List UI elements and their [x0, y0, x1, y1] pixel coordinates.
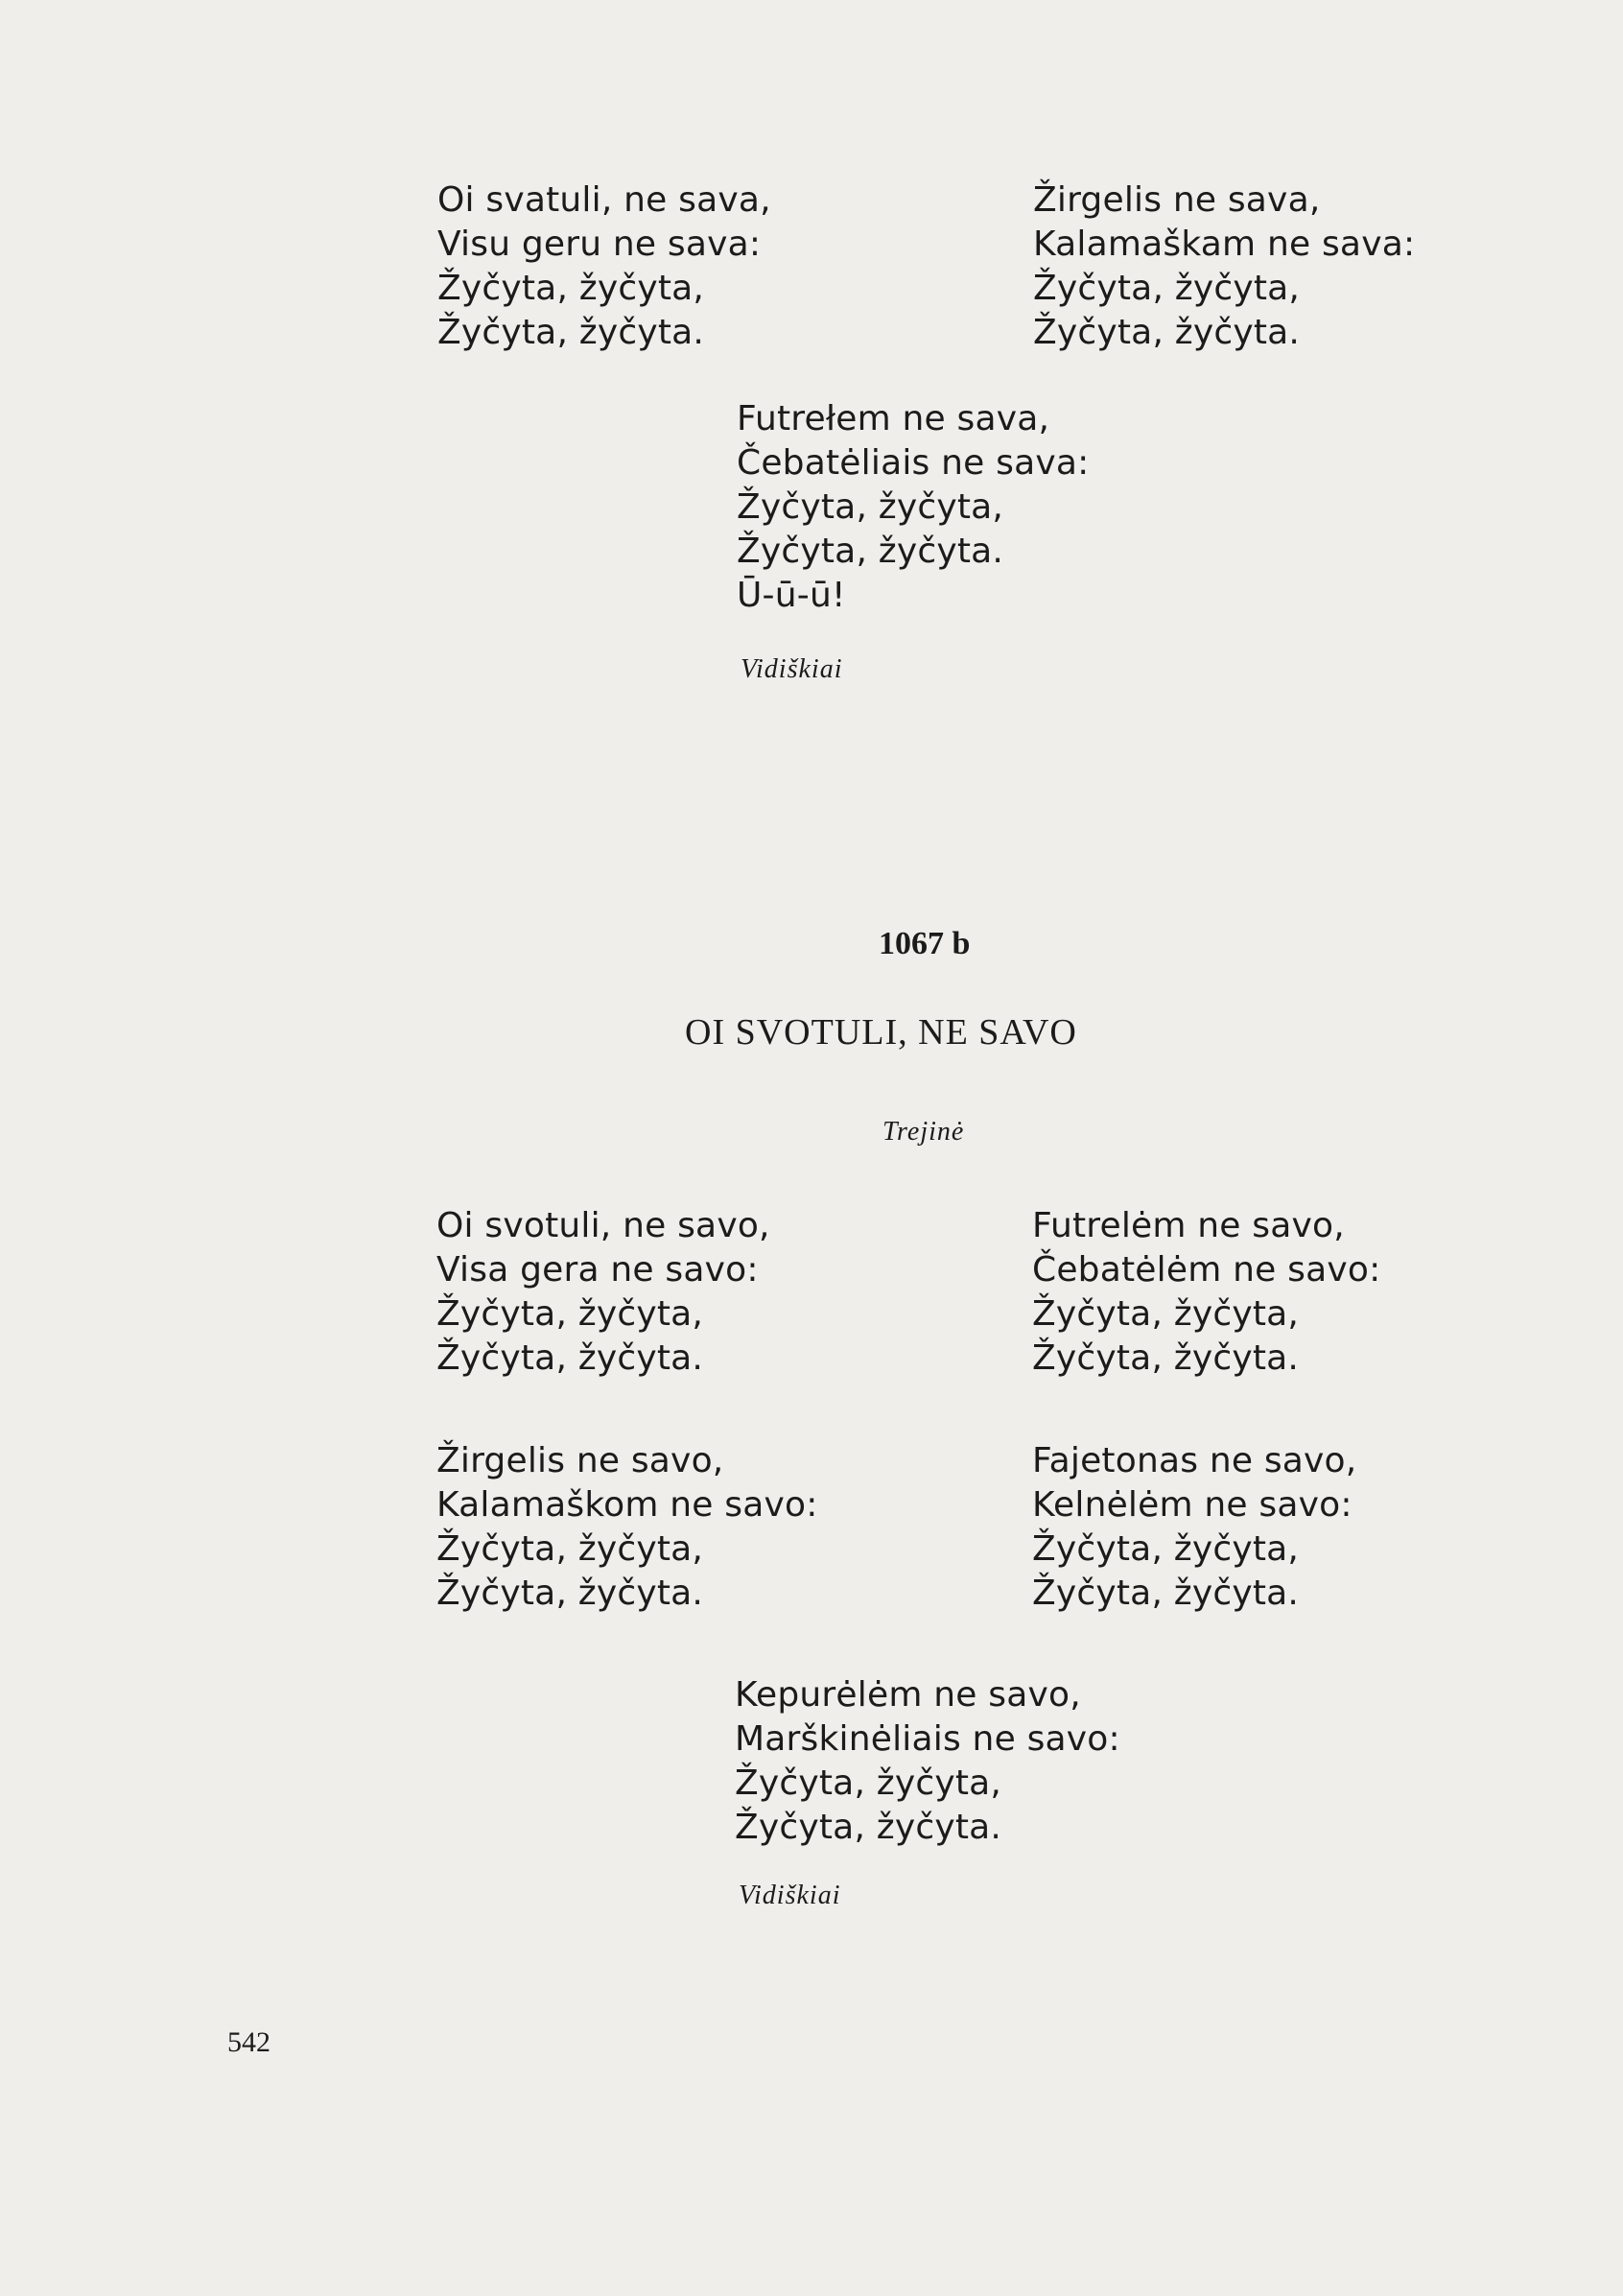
verse-line: Kelnėlėm ne savo: — [1032, 1485, 1352, 1525]
verse-line: Čebatėlėm ne savo: — [1032, 1250, 1381, 1290]
verse-line: Visu geru ne sava: — [437, 225, 762, 264]
verse-line: Žyčyta, žyčyta, — [737, 487, 1004, 527]
stanza-1-left — [436, 1204, 770, 1381]
verse-line: Žyčyta, žyčyta, — [1033, 269, 1301, 308]
verse-line: Žirgelis ne savo, — [436, 1441, 724, 1480]
page-number: 542 — [227, 2026, 270, 2058]
verse-line: Žyčyta, žyčyta, — [436, 1294, 704, 1334]
stanza-3-center — [735, 1673, 1120, 1850]
verse-line: Žyčyta, žyčyta, — [1032, 1294, 1300, 1334]
verse-line: Oi svatuli, ne sava, — [437, 180, 771, 220]
verse-line: Žyčyta, žyčyta, — [1032, 1529, 1300, 1569]
verse-line: Visa gera ne savo: — [436, 1250, 759, 1290]
verse-line: Žyčyta, žyčyta, — [437, 269, 705, 308]
verse-line: Žyčyta, žyčyta. — [737, 532, 1004, 571]
verse-line: Žirgelis ne sava, — [1033, 180, 1321, 220]
verse-line: Futrełem ne sava, — [737, 399, 1050, 438]
verse-line: Futrelėm ne savo, — [1032, 1206, 1345, 1245]
top-center-stanza — [737, 397, 1089, 618]
verse-line: Žyčyta, žyčyta. — [436, 1338, 704, 1378]
verse-line: Ū-ū-ū! — [737, 576, 846, 615]
verse-line: Fajetonas ne savo, — [1032, 1441, 1357, 1480]
verse-line: Žyčyta, žyčyta. — [1033, 313, 1301, 352]
stanza-2-right — [1032, 1439, 1356, 1616]
song-title: OI SVOTULI, NE SAVO — [685, 1012, 1077, 1053]
verse-line: Žyčyta, žyčyta. — [1032, 1574, 1300, 1613]
verse-line: Oi svotuli, ne savo, — [436, 1206, 770, 1245]
stanza-2-left — [436, 1439, 818, 1616]
song-place-label: Vidiškiai — [739, 1881, 841, 1910]
verse-line: Žyčyta, žyčyta. — [436, 1574, 704, 1613]
verse-line: Žyčyta, žyčyta. — [1032, 1338, 1300, 1378]
verse-line: Čebatėliais ne sava: — [737, 443, 1090, 483]
top-place-label: Vidiškiai — [741, 654, 843, 684]
verse-line: Kepurėlėm ne savo, — [735, 1675, 1081, 1715]
song-subtitle: Trejinė — [882, 1117, 965, 1147]
top-right-stanza — [1033, 178, 1415, 355]
top-left-stanza — [437, 178, 771, 355]
verse-line: Žyčyta, žyčyta, — [735, 1763, 1002, 1803]
verse-line: Žyčyta, žyčyta, — [436, 1529, 704, 1569]
song-number: 1067 b — [879, 926, 971, 961]
verse-line: Kalamaškom ne savo: — [436, 1485, 818, 1525]
stanza-1-right — [1032, 1204, 1380, 1381]
verse-line: Žyčyta, žyčyta. — [735, 1808, 1002, 1847]
verse-line: Žyčyta, žyčyta. — [437, 313, 705, 352]
verse-line: Kalamaškam ne sava: — [1033, 225, 1416, 264]
verse-line: Marškinėliais ne savo: — [735, 1719, 1120, 1759]
